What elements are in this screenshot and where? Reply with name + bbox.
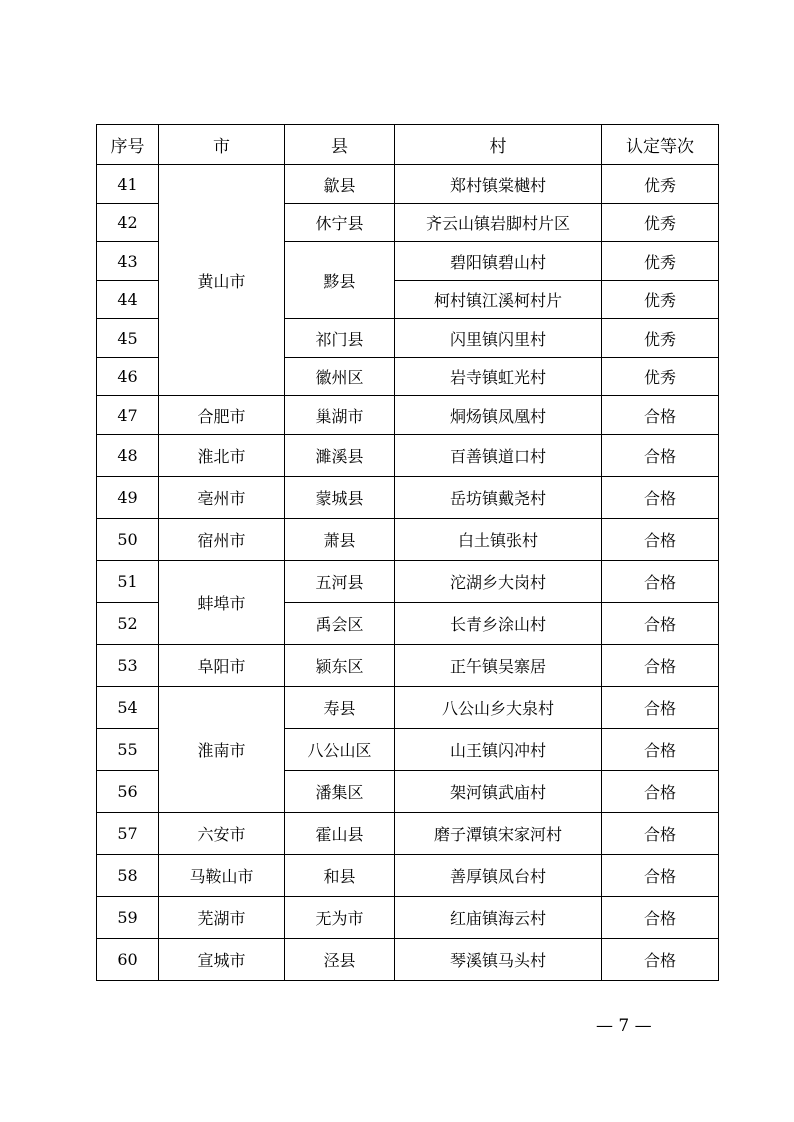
cell-village: 岩寺镇虹光村 [395,358,602,396]
cell-county: 休宁县 [285,204,395,242]
cell-level: 合格 [602,561,719,603]
cell-village: 沱湖乡大岗村 [395,561,602,603]
cell-county: 祁门县 [285,319,395,358]
header-village: 村 [395,125,602,165]
cell-seq: 50 [97,519,159,561]
table-body [97,165,719,981]
cell-seq: 44 [97,281,159,319]
cell-village: 架河镇武庙村 [395,771,602,813]
table-row [97,855,719,897]
cell-level: 合格 [602,939,719,981]
cell-seq: 55 [97,729,159,771]
cell-village: 烔炀镇凤凰村 [395,396,602,435]
cell-level: 合格 [602,687,719,729]
cell-seq: 60 [97,939,159,981]
cell-village: 长青乡涂山村 [395,603,602,645]
cell-county: 八公山区 [285,729,395,771]
cell-seq: 58 [97,855,159,897]
cell-level: 合格 [602,519,719,561]
cell-city: 芜湖市 [159,897,285,939]
table-row [97,939,719,981]
cell-county: 潘集区 [285,771,395,813]
cell-village: 柯村镇江溪柯村片 [395,281,602,319]
cell-city: 六安市 [159,813,285,855]
cell-village: 善厚镇凤台村 [395,855,602,897]
cell-seq: 53 [97,645,159,687]
header-seq: 序号 [97,125,159,165]
cell-seq: 52 [97,603,159,645]
cell-level: 优秀 [602,204,719,242]
table-row [97,897,719,939]
cell-seq: 56 [97,771,159,813]
cell-level: 合格 [602,396,719,435]
cell-seq: 54 [97,687,159,729]
cell-village: 郑村镇棠樾村 [395,165,602,204]
cell-county: 五河县 [285,561,395,603]
cell-county: 萧县 [285,519,395,561]
table-row [97,396,719,435]
cell-seq: 43 [97,242,159,281]
cell-village: 琴溪镇马头村 [395,939,602,981]
cell-level: 优秀 [602,319,719,358]
cell-village: 正午镇吴寨居 [395,645,602,687]
cell-level: 优秀 [602,165,719,204]
cell-village: 白土镇张村 [395,519,602,561]
cell-city: 宣城市 [159,939,285,981]
cell-village: 红庙镇海云村 [395,897,602,939]
cell-county: 颍东区 [285,645,395,687]
header-city: 市 [159,125,285,165]
cell-county: 黟县 [285,242,395,319]
cell-city: 阜阳市 [159,645,285,687]
cell-city: 黄山市 [159,165,285,396]
cell-village: 八公山乡大泉村 [395,687,602,729]
recognition-table [96,124,719,981]
cell-seq: 47 [97,396,159,435]
cell-city: 蚌埠市 [159,561,285,645]
cell-county: 寿县 [285,687,395,729]
cell-seq: 49 [97,477,159,519]
cell-level: 优秀 [602,281,719,319]
header-county: 县 [285,125,395,165]
cell-city: 宿州市 [159,519,285,561]
cell-level: 合格 [602,729,719,771]
cell-county: 徽州区 [285,358,395,396]
cell-city: 亳州市 [159,477,285,519]
cell-county: 巢湖市 [285,396,395,435]
cell-village: 碧阳镇碧山村 [395,242,602,281]
cell-county: 无为市 [285,897,395,939]
cell-village: 百善镇道口村 [395,435,602,477]
cell-city: 淮南市 [159,687,285,813]
table-row [97,519,719,561]
cell-level: 优秀 [602,358,719,396]
table-row [97,645,719,687]
cell-seq: 48 [97,435,159,477]
cell-level: 合格 [602,435,719,477]
cell-level: 合格 [602,771,719,813]
table-row [97,687,719,729]
cell-county: 霍山县 [285,813,395,855]
cell-city: 马鞍山市 [159,855,285,897]
cell-seq: 46 [97,358,159,396]
cell-city: 合肥市 [159,396,285,435]
cell-county: 濉溪县 [285,435,395,477]
table-header-row [97,125,719,165]
table-row [97,813,719,855]
table-row [97,477,719,519]
cell-level: 合格 [602,813,719,855]
cell-village: 磨子潭镇宋家河村 [395,813,602,855]
cell-village: 齐云山镇岩脚村片区 [395,204,602,242]
cell-seq: 41 [97,165,159,204]
cell-seq: 42 [97,204,159,242]
cell-level: 优秀 [602,242,719,281]
cell-level: 合格 [602,603,719,645]
cell-county: 蒙城县 [285,477,395,519]
cell-village: 岳坊镇戴尧村 [395,477,602,519]
cell-level: 合格 [602,855,719,897]
cell-level: 合格 [602,897,719,939]
cell-level: 合格 [602,477,719,519]
header-level: 认定等次 [602,125,719,165]
cell-seq: 45 [97,319,159,358]
cell-city: 淮北市 [159,435,285,477]
cell-county: 和县 [285,855,395,897]
cell-county: 歙县 [285,165,395,204]
table-row [97,561,719,603]
cell-seq: 51 [97,561,159,603]
cell-seq: 59 [97,897,159,939]
cell-seq: 57 [97,813,159,855]
cell-village: 山王镇闪冲村 [395,729,602,771]
cell-county: 泾县 [285,939,395,981]
table-row [97,435,719,477]
cell-county: 禹会区 [285,603,395,645]
cell-village: 闪里镇闪里村 [395,319,602,358]
page-number: — 7 — [596,1016,652,1036]
table-row [97,165,719,204]
cell-level: 合格 [602,645,719,687]
